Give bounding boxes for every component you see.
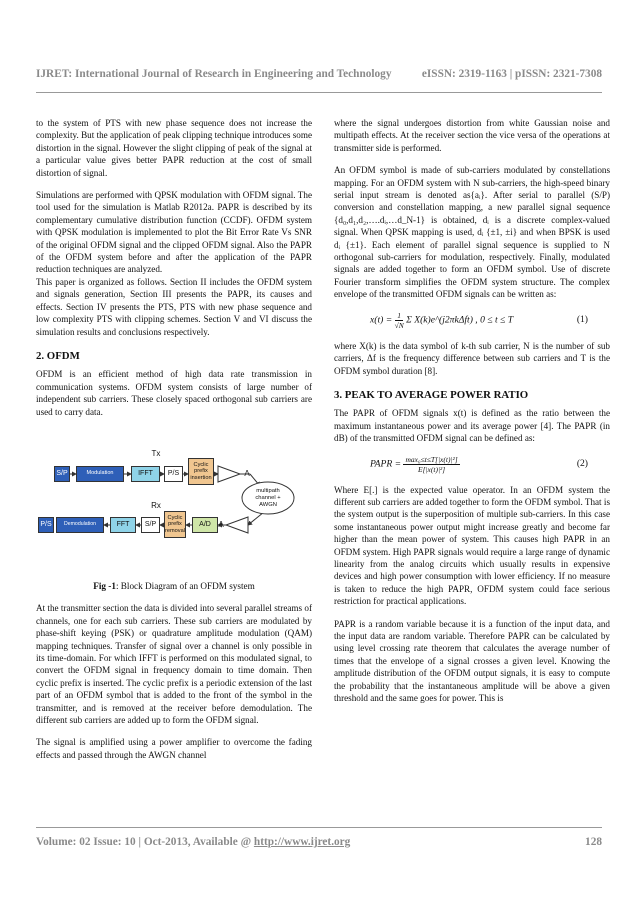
equation-2-expr: PAPR = $\frac{\text{max₀≤t≤T[|x(t)|²]}}{\text{E[|x(t)|²]}}$ [370,454,458,474]
footer-rule [36,827,602,828]
paragraph: The signal is amplified using a power amplifier to overcome the fading effects and passed through the AWGN channel [36,737,312,760]
rx-label: Rx [151,501,161,511]
section-heading-ofdm: 2. OFDM [36,349,80,362]
page-footer [36,836,602,852]
paragraph: An OFDM symbol is made of sub-carriers modulated by constellations mapping. For an OFDM system with N sub-carriers, the high-speed binary serial input stream is denoted as{aᵢ}. After serial to parallel (S/P) conversion and constellation mapping, a new parallel signal sequence {d₀,d₁,d₂,….dᵢ,…d_N-1} is obtained, dᵢ is a discrete complex-valued signal. When QPSK mapping is used, dᵢ {±1, ±i} and when BPSK is used dᵢ {±1}. Each element of parallel signal sequence is supplied to N orthogonal sub-carriers for modulation, respectively. Finally, modulated signals are added together to form an OFDM symbol. Use of discrete Fourier transform simplifies the OFDM system structure. The complex envelope of the transmitted OFDM signals can be written as: [334,165,610,300]
fft-block: FFT [110,517,136,533]
right-column [334,117,610,714]
paragraph: to the system of PTS with new phase sequence does not increase the complexity. But the application of peak clipping technique introduces some distortion in the signal. However the slight clipping of peak of the signal at a particular value gives better PAPR reduction at the cost of small distortion of signal. [36,118,312,178]
demodulation-block: Demodulation [56,517,104,533]
paragraph: The PAPR of OFDM signals x(t) is defined as the ratio between the maximum instantaneous power and its average power [4]. The PAPR (in dB) of the transmitted OFDM signal can be defined as: [334,408,610,444]
ifft-block: IFFT [131,466,160,482]
rx-amp-label: A [218,520,224,530]
rx-ps-block: P/S [38,517,54,533]
paragraph: where X(k) is the data symbol of k-th sub carrier, N is the number of sub carriers, Δf is the frequency difference between sub carriers and T is the OFDM symbol duration [8]. [334,340,610,376]
rx-amplifier-shape [226,517,248,533]
paragraph: This paper is organized as follows. Section II includes the OFDM system and signals generation, Section III presents the PAPR, its causes and effects. Section IV presents the PTS, PTS with new phase sequence and low complexity PTS with clipping schemes. Section V and VI discuss the simulation results and conclusions respectively. [36,276,312,337]
modulation-block: Modulation [76,466,124,482]
channel-label: multipath channel + AWGN [255,488,281,509]
journal-title: IJRET: International Journal of Research in Engineering and Technology [36,68,392,80]
ad-block: A/D [192,517,218,533]
caption-label: Fig -1 [93,580,116,591]
journal-header [36,68,602,86]
journal-issn: eISSN: 2319-1163 | pISSN: 2321-7308 [421,68,602,80]
cp-removal-block: Cyclic prefix removal [164,511,186,538]
paragraph: PAPR is a random variable because it is a function of the input data, and the input data are random variable. Therefore PAPR can be calculated by using level crossing rate theorem that calculates the average number of times that the envelope of a signal crosses a given level. Knowing the amplitude distribution of the OFDM output signals, it is easy to compute the probability that the instantaneous amplitude will be above a given threshold and the same goes for power. This is [334,618,610,704]
page-number: 128 [585,836,602,848]
paragraph: At the transmitter section the data is divided into several parallel streams of channels, one for each sub carriers. These sub carriers are modulated by phase-shift keying (PSK) or quadrature amplitude modulation (QAM) mapping techniques. Transfer of signal over a channel is only possible in its time-domain. For which IFFT is performed on this modulated signal, to convert the OFDM signal in frequency domain to time domain. Then cyclic prefix is inserted. The cyclic prefix is a periodic extension of the last part of an OFDM symbol that is added to the front of the symbol in the transmitter, and is removed at the receiver before demodulation. The different sub carriers are added up to form the OFDM signal. [36,603,312,725]
tx-label: Tx [151,449,161,459]
cp-insertion-block: Cyclic prefix insertion [188,458,214,485]
paragraph: where the signal undergoes distortion from white Gaussian noise and multipath effects. At the receiver section the vice versa of the operations at transmitter side is performed. [334,118,610,153]
caption-text: : Block Diagram of an OFDM system [115,580,255,591]
equation-1-expr: x(t) = $\frac{1}{√N}$ Σ X(k)e^(j2πkΔft) , 0 ≤ t ≤ T [370,310,514,330]
equation-2 [334,455,610,474]
paragraph: OFDM is an efficient method of high data rate transmission in communication systems. OFDM system consists of large number of independent sub carriers. These closely spaced orthogonal sub carriers are used to carry data. [36,369,312,417]
rx-sp-block: S/P [141,517,160,533]
section-heading-papr: 3. PEAK TO AVERAGE POWER RATIO [334,388,529,401]
left-column [36,117,312,771]
equation-1-number: (1) [576,313,588,325]
tx-amp-label: A [244,469,250,479]
paragraph: Simulations are performed with QPSK modulation with OFDM signal. The tool used for the simulation is Matlab R2012a. PAPR is described by its complementary cumulative distribution function (CCDF). OFDM system with QPSK modulation is implemented to plot the Bit Error Rate Vs SNR of the original OFDM signal and the clipped OFDM signal. Also the PAPR of the OFDM system before and after the application of the PAPR reduction techniques are analyzed. [36,190,312,275]
ofdm-block-diagram [36,428,312,570]
tx-amplifier-shape [218,466,240,482]
tx-ps-block: P/S [164,466,183,482]
equation-1 [334,311,610,330]
footer-volume: Volume: 02 Issue: 10 | Oct-2013, Available @ http://www.ijret.org [36,836,351,848]
journal-url-link[interactable]: http://www.ijret.org [253,836,351,848]
paragraph: Where E[.] is the expected value operator. In an OFDM system the different sub carriers are added together to form the OFDM symbol. That is the system output is the superposition of multiple sub-carriers. In this case some instantaneous power output might increase greatly and become far higher than the mean power of system. This causes high PAPR in an OFDM system. High PAPR signals would require a large range of dynamic linearity from the analog circuits which usually results in expensive devices and high power consumption with lower efficiency. If no measure is taken to reduce the high PAPR, OFDM system could face serious restriction for practical applications. [334,484,610,607]
tx-sp-block: S/P [54,466,70,482]
equation-2-number: (2) [576,457,588,469]
figure-caption [36,580,312,592]
header-rule [36,92,602,93]
